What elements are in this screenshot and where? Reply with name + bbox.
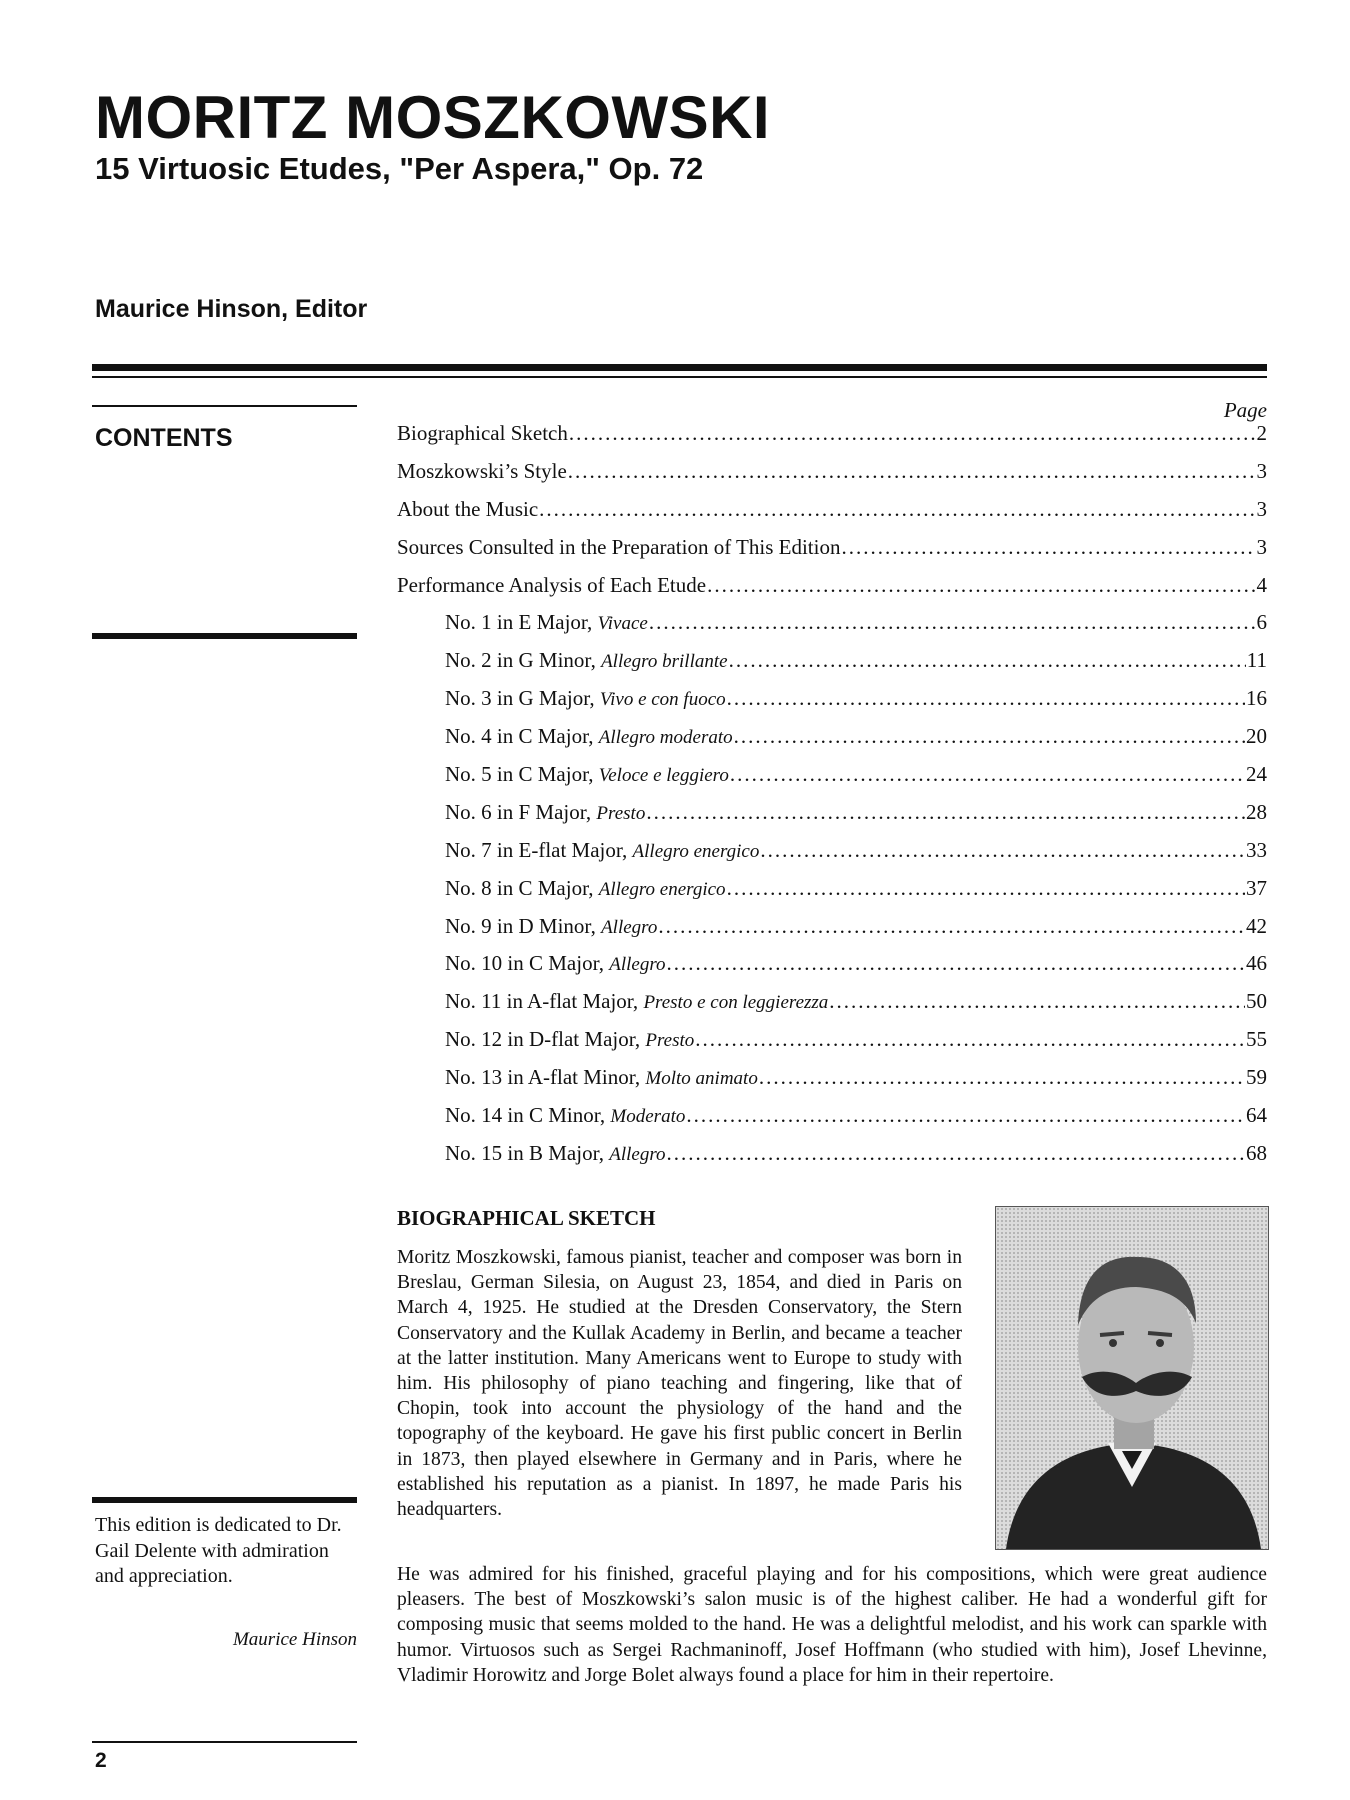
toc-etude-entry[interactable] bbox=[397, 1103, 1267, 1141]
toc-etude-entry[interactable] bbox=[397, 762, 1267, 800]
toc-leader-dots bbox=[539, 497, 1255, 522]
toc-etude-title: No. 13 in A-flat Minor, bbox=[445, 1065, 641, 1090]
toc-etude-tempo: Allegro moderato bbox=[598, 727, 733, 749]
toc-leader-dots bbox=[760, 838, 1245, 863]
toc-etude-title: No. 9 in D Minor, bbox=[445, 913, 596, 938]
toc-etude-title: No. 12 in D-flat Major, bbox=[445, 1027, 641, 1052]
toc-entry[interactable] bbox=[397, 535, 1267, 573]
table-of-contents bbox=[397, 421, 1267, 1179]
toc-entry[interactable] bbox=[397, 459, 1267, 497]
dedication-text: This edition is dedicated to Dr. Gail Delente with admiration and appreciation. bbox=[95, 1514, 342, 1587]
toc-etude-page: 33 bbox=[1246, 837, 1267, 862]
toc-etude-tempo: Vivace bbox=[597, 613, 648, 635]
portrait-illustration bbox=[996, 1207, 1268, 1549]
toc-etude-page: 24 bbox=[1246, 762, 1267, 787]
toc-leader-dots bbox=[727, 686, 1245, 711]
toc-etude-entry[interactable] bbox=[397, 1027, 1267, 1065]
bio-paragraph-1: Moritz Moszkowski, famous pianist, teacher and composer was born in Breslau, German Silesia, on August 23, 1854, and died in Paris on March 4, 1925. He studied at the Dresden Conservatory, the Stern Conservatory and the Kullak Academy in Berlin, and became a teacher at the latter institution. Many Americans went to Europe to study with him. His philosophy of piano teaching and fingering, like that of Chopin, took into account the physiology of the hand and the topography of the keyboard. He gave his first public concert in Berlin in 1873, then played elsewhere in Germany and in Paris, where he established his reputation as a pianist. In 1897, he made Paris his headquarters. bbox=[397, 1247, 962, 1521]
toc-entry[interactable] bbox=[397, 421, 1267, 459]
toc-etude-entry[interactable] bbox=[397, 876, 1267, 914]
toc-etude-page: 68 bbox=[1246, 1140, 1267, 1165]
toc-leader-dots bbox=[569, 421, 1256, 446]
toc-etude-title: No. 10 in C Major, bbox=[445, 951, 604, 976]
toc-etude-title: No. 4 in C Major, bbox=[445, 724, 594, 749]
toc-etude-entry[interactable] bbox=[397, 914, 1267, 952]
toc-etude-tempo: Allegro energico bbox=[598, 878, 726, 900]
toc-etude-tempo: Allegro bbox=[601, 916, 658, 938]
toc-leader-dots bbox=[729, 648, 1246, 673]
toc-etude-tempo: Presto bbox=[596, 802, 646, 824]
toc-etude-title: No. 6 in F Major, bbox=[445, 799, 592, 824]
toc-etude-title: No. 2 in G Minor, bbox=[445, 648, 596, 673]
toc-entry[interactable] bbox=[397, 573, 1267, 611]
toc-etude-page: 37 bbox=[1246, 875, 1267, 900]
toc-entry-title: Moszkowski’s Style bbox=[397, 458, 567, 483]
toc-etude-entry[interactable] bbox=[397, 838, 1267, 876]
toc-entry-page: 3 bbox=[1256, 496, 1267, 521]
toc-etude-entry[interactable] bbox=[397, 989, 1267, 1027]
toc-entry-page: 4 bbox=[1256, 572, 1267, 597]
toc-etude-tempo: Molto animato bbox=[645, 1068, 758, 1090]
toc-leader-dots bbox=[734, 724, 1245, 749]
toc-leader-dots bbox=[568, 459, 1256, 484]
toc-etude-tempo: Allegro energico bbox=[632, 840, 760, 862]
toc-etude-tempo: Presto e con leggierezza bbox=[643, 992, 829, 1014]
toc-etude-tempo: Presto bbox=[645, 1030, 695, 1052]
toc-etude-page: 46 bbox=[1246, 951, 1267, 976]
toc-leader-dots bbox=[667, 1141, 1245, 1166]
toc-etude-page: 42 bbox=[1246, 913, 1267, 938]
toc-leader-dots bbox=[707, 573, 1255, 598]
contents-heading: CONTENTS bbox=[95, 424, 233, 452]
toc-leader-dots bbox=[730, 762, 1245, 787]
toc-etude-tempo: Allegro bbox=[609, 954, 666, 976]
bio-heading: BIOGRAPHICAL SKETCH bbox=[397, 1206, 656, 1230]
toc-etude-entry[interactable] bbox=[397, 724, 1267, 762]
toc-leader-dots bbox=[727, 876, 1245, 901]
page-number: 2 bbox=[95, 1749, 107, 1772]
toc-page-label: Page bbox=[1223, 398, 1267, 422]
toc-entry-page: 3 bbox=[1256, 458, 1267, 483]
editor-credit: Maurice Hinson, Editor bbox=[95, 295, 368, 323]
toc-leader-dots bbox=[759, 1065, 1245, 1090]
toc-etude-page: 64 bbox=[1246, 1103, 1267, 1128]
header-divider-thick bbox=[92, 364, 1267, 371]
toc-leader-dots bbox=[658, 914, 1245, 939]
page-subtitle: 15 Virtuosic Etudes, "Per Aspera," Op. 72 bbox=[95, 151, 704, 186]
toc-etude-tempo: Allegro brillante bbox=[601, 651, 728, 673]
toc-etude-title: No. 7 in E-flat Major, bbox=[445, 837, 628, 862]
toc-etude-title: No. 11 in A-flat Major, bbox=[445, 989, 639, 1014]
dedication-signature: Maurice Hinson bbox=[232, 1629, 357, 1650]
contents-top-rule bbox=[92, 405, 357, 407]
contents-bottom-rule bbox=[92, 633, 357, 639]
toc-etude-title: No. 8 in C Major, bbox=[445, 875, 594, 900]
toc-entry-title: About the Music bbox=[397, 496, 539, 521]
dedication-rule bbox=[92, 1497, 357, 1503]
toc-entry-title: Sources Consulted in the Preparation of This Edition bbox=[397, 534, 841, 559]
toc-etude-page: 28 bbox=[1246, 799, 1267, 824]
header-divider-thin bbox=[92, 376, 1267, 378]
toc-etude-entry[interactable] bbox=[397, 1141, 1267, 1179]
toc-etude-entry[interactable] bbox=[397, 610, 1267, 648]
toc-etude-page: 16 bbox=[1246, 686, 1267, 711]
toc-etude-entry[interactable] bbox=[397, 951, 1267, 989]
toc-entry-title: Biographical Sketch bbox=[397, 421, 568, 445]
toc-etude-entry[interactable] bbox=[397, 1065, 1267, 1103]
toc-etude-entry[interactable] bbox=[397, 800, 1267, 838]
toc-entry-page: 2 bbox=[1256, 421, 1267, 445]
toc-etude-page: 6 bbox=[1256, 610, 1267, 635]
toc-etude-tempo: Moderato bbox=[610, 1106, 686, 1128]
toc-leader-dots bbox=[667, 951, 1245, 976]
toc-etude-page: 55 bbox=[1246, 1027, 1267, 1052]
toc-leader-dots bbox=[841, 535, 1255, 560]
toc-entry-page: 3 bbox=[1256, 534, 1267, 559]
toc-leader-dots bbox=[649, 610, 1256, 635]
toc-etude-entry[interactable] bbox=[397, 686, 1267, 724]
toc-etude-title: No. 15 in B Major, bbox=[445, 1140, 604, 1165]
toc-entry[interactable] bbox=[397, 497, 1267, 535]
toc-etude-page: 50 bbox=[1246, 989, 1267, 1014]
toc-etude-title: No. 1 in E Major, bbox=[445, 610, 593, 635]
toc-etude-tempo: Veloce e leggiero bbox=[598, 765, 729, 787]
toc-leader-dots bbox=[695, 1027, 1245, 1052]
footer-rule bbox=[92, 1741, 357, 1743]
toc-etude-page: 11 bbox=[1246, 648, 1267, 673]
portrait-photo bbox=[995, 1206, 1269, 1550]
toc-leader-dots bbox=[829, 989, 1245, 1014]
toc-leader-dots bbox=[686, 1103, 1245, 1128]
toc-etude-page: 20 bbox=[1246, 724, 1267, 749]
toc-entry-title: Performance Analysis of Each Etude bbox=[397, 572, 707, 597]
toc-etude-entry[interactable] bbox=[397, 648, 1267, 686]
toc-etude-title: No. 14 in C Minor, bbox=[445, 1103, 606, 1128]
toc-etude-page: 59 bbox=[1246, 1065, 1267, 1090]
bio-paragraph-2: He was admired for his finished, graceful playing and for his compositions, which were great audience pleasers. The best of Moszkowski’s salon music is of the highest caliber. He had a wonderful gift for composing music that seems molded to the hand. He was a delightful melodist, and his work can sparkle with humor. Virtuosos such as Sergei Rachmaninoff, Josef Hoffmann (who studied with him), Josef Lhevinne, Vladimir Horowitz and Jorge Bolet always found a place for him in their repertoire. bbox=[397, 1564, 1267, 1686]
toc-etude-title: No. 3 in G Major, bbox=[445, 686, 595, 711]
toc-etude-tempo: Vivo e con fuoco bbox=[599, 689, 726, 711]
toc-etude-tempo: Allegro bbox=[609, 1143, 666, 1165]
page-title: MORITZ MOSZKOWSKI bbox=[95, 84, 771, 151]
toc-leader-dots bbox=[646, 800, 1245, 825]
toc-etude-title: No. 5 in C Major, bbox=[445, 762, 594, 787]
